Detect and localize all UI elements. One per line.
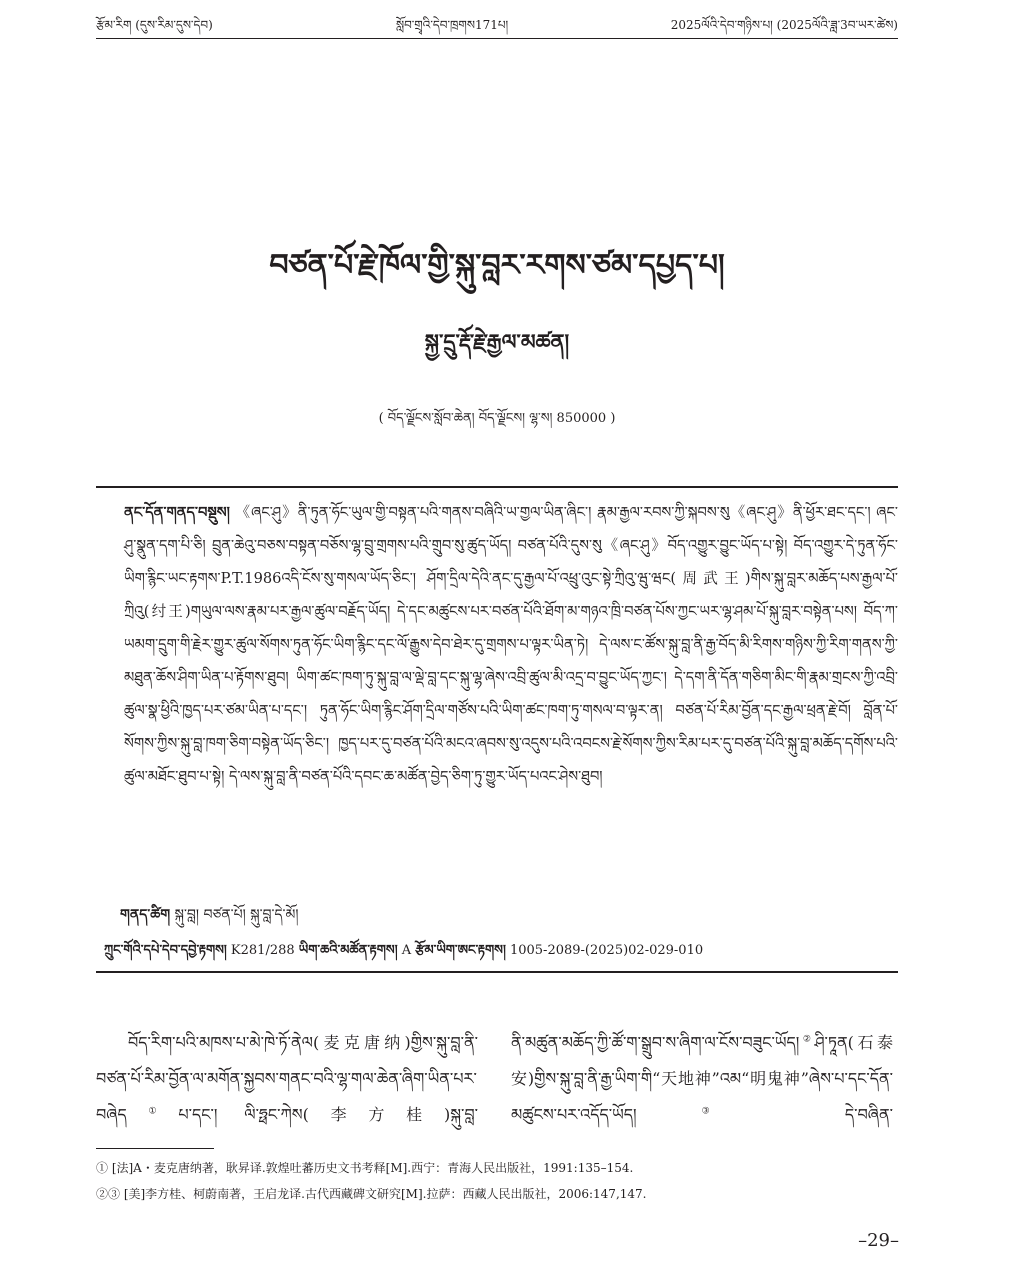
abstract-content: 《ཞང་ཤུ》ནི་ཏུན་ཧོང་ཡུལ་གྱི་བསྟན་པའི་གནས་བཞིའི་ཡ་གྱལ་ཡིན་ཞིང་། རྣམ་རྒྱལ་རབས་ཀྱི་སྐབས་སུ《ཞང་ཤུ》ནི་ཕྱོར་ཐང་དང་། ཞང་ཤུ་སྣུན་དག་པི་ཅི། བྲུན་ཆེའུ་བཅས་བསྟན་བཅོས་ལྷ་བྲུ་གྲགས་པའི་གྲུབ་སུ་ཚུད་ཡོད། བཙན་པོའི་དུས་སུ《ཞང་ཤུ》བོད་འགྱུར་བྱུང་ཡོད་པ་སྟེ། བོད་འགྱུར་དེ་ཏུན་ཧོང་ཡིག་རྙིང་ཡང་རྟགས་P.T.1986འདི་ངོས་སུ་གསལ་ཡོད་ཅིང་། ཤོག་དྲིལ་དེའི་ནང་དུ་རྒྱལ་པོ་འཕྲུ་འུང་སྟེ་ཀྲིའུ་ཝུ་ཝང(周武王)གིས་སྐུ་བླར་མཆོད་པས་རྒྱལ་པོ་ཀྲིའུ(纣王)གཡུལ་ལས་རྣམ་པར་རྒྱལ་ཚུལ་བརྗོད་ཡོད། དེ་དང་མཚུངས་པར་བཙན་པོའི་ཐོག་མ་གཉའ་ཁྲི་བཙན་པོས་ཀྱང་ཡར་ལྷ་ཤམ་པོ་སྐུ་བླར་བསྟེན་པས། བོད་ཀ་ཡམག་དྲུག་གི་རྗེར་གྱུར་ཚུལ་སོགས་ཏུན་ཧོང་ཡིག་རྙིང་དང་ལོ་རྒྱུས་དེབ་ཐེར་དུ་གྲགས་པ་ལྟར་ཡིན་ཏེ། དེ་ལས་ང་ཚོས་སྐུ་བླ་ནི་རྒྱ་བོད་མི་རིགས་གཉིས་ཀྱི་རིག་གནས་ཀྱི་མཐུན་ཆོས་ཤིག་ཡིན་པ་རྟོགས་ཐུབ། ཡིག་ཚང་ཁག་ཏུ་སྐུ་བླ་ལ་ལྡེ་བླ་དང་སྐུ་ལྷ་ཞེས་འབྲི་ཚུལ་མི་འདྲ་བ་བྱུང་ཡོད་ཀྱང་། དེ་དག་ནི་དོན་གཅིག་མིང་གི་རྣམ་གྲངས་ཀྱི་འབྲི་ཚུལ་སྣ་ཕྱིའི་ཁྱད་པར་ཙམ་ཡིན་པ་དང་། ཏུན་ཧོང་ཡིག་རྙིང་ཤོག་དྲིལ་གཙོས་པའི་ཡིག་ཚང་ཁག་ཏུ་གསལ་བ་ལྟར་ན། བཙན་པོ་རིམ་བྱོན་དང་རྒྱལ་ཕྲན་རྗེ་བོ། བློན་པོ་སོགས་ཀྱིས་སྐུ་བླ་ཁག་ཅིག་བསྟེན་ཡོད་ཅིང་། ཁྱད་པར་དུ་བཙན་པོའི་མངའ་ཞབས་སུ་འདུས་པའི་འབངས་རྗེ་སོགས་ཀྱིས་རིམ་པར་དུ་བཙན་པོའི་སྐུ་བླ་མཆོད་དགོས་པའི་ཚུལ་མཐོང་ཐུབ་པ་སྟེ། དེ་ལས་སྐུ་བླ་ནི་བཙན་པོའི་དབང་ཆ་མཚོན་བྱེད་ཅིག་ཏུ་གྱུར་ཡོད་པའང་ཤེས་ཐུབ། <box>124 504 898 785</box>
running-header <box>96 12 898 39</box>
keywords-label: གནད་ཚིག <box>120 907 171 923</box>
footnote-ref-1: ① <box>126 1106 179 1117</box>
article-id-label: རྩོམ་ཡིག་ཨང་རྟགས། <box>415 943 506 958</box>
doc-code: A <box>397 943 416 958</box>
article-title: བཙན་པོ་རྗེ་ཁོལ་གྱི་སྐུ་བླར་རགས་ཙམ་དཔྱད་པ། <box>269 248 725 283</box>
footnote-2: ②③ [美]李方桂、柯蔚南著，王启龙译.古代西藏碑文研究[M].拉萨：西藏人民出版社，2006:147,147. <box>96 1187 647 1201</box>
right-column-mid: ཤི་ཏཱན(石泰安)གྱིས་སྐུ་བླ་ནི་རྒྱ་ཡིག་གི“天地神”འམ“明鬼神”ཞེས་པ་དང་དོན་མཚུངས་པར་འདོད་ཡོད། <box>511 1033 893 1124</box>
keywords-content: སྐུ་བླ། བཙན་པོ། སྐུ་བླ་དེ་མོ། <box>170 907 299 923</box>
footnote-divider <box>96 1148 214 1149</box>
right-column-tail: དེ་བཞིན་ <box>774 1105 894 1124</box>
right-column-text: ནི་མཚུན་མཆོད་ཀྱི་ཚོ་ག་སྒྲུབ་ས་ཞིག་ལ་ངོས་བཟུང་ཡོད། <box>511 1033 800 1052</box>
clc-label: ཀྲུང་གོའི་དཔེ་དེབ་དབྱེ་རྟགས། <box>104 943 227 958</box>
footnote-1: ① [法]A・麦克唐纳著，耿昇译.敦煌吐蕃历史文书考释[M].西宁：青海人民出版社，1991:135–154. <box>96 1161 634 1175</box>
abstract-label: ནང་དོན་གནད་བསྡུས། <box>124 504 230 521</box>
doc-code-label: ཡིག་ཆའི་མཚོན་རྟགས། <box>298 943 398 958</box>
footnote-ref-3: ③ <box>636 1106 775 1117</box>
issue-number: སློབ་གྲྭའི་དེབ་ཁྲགས171པ། <box>396 18 509 32</box>
classification-line <box>104 936 894 966</box>
issue-date: 2025ལོའི་དེབ་གཉིས་པ། (2025ལོའི་ཟླ་3བ་ཡར་ཚེས) <box>670 18 898 32</box>
keywords <box>120 900 890 930</box>
abstract-section <box>96 486 898 973</box>
page-number: –29– <box>858 1230 899 1251</box>
author-affiliation: ( བོད་ལྗོངས་སློབ་ཆེན། བོད་ལྗོངས། ལྷ་ས། 850000 ) <box>378 411 616 426</box>
article-id: 1005-2089-(2025)02-029-010 <box>505 943 704 958</box>
left-column-text: བོད་རིག་པའི་མཁས་པ་མེ་ཁེ་ཏོ་ནེལ(麦克唐纳)གྱིས་སྐུ་བླ་ནི་བཙན་པོ་རིམ་བྱོན་ལ་མགོན་སྐྱབས་གནང་བའི་ལྷ་གལ་ཆེན་ཞིག་ཡིན་པར་བཞེད <box>96 1033 478 1124</box>
journal-name: རྩོམ་རིག (དུས་རིམ་དུས་དེབ) <box>96 18 213 32</box>
body-right-column <box>511 1025 893 1169</box>
footnote-ref-2: ② <box>799 1034 815 1045</box>
left-column-tail: པ་དང་། ལི་ཧྥང་ཀེས(李方桂)སྐུ་བླ་ <box>178 1105 478 1124</box>
clc-code: K281/288 <box>226 943 299 958</box>
abstract-text <box>124 496 898 793</box>
article-author: སྐྱ་དྲུ་རྡོ་རྗེ་རྒྱལ་མཚན། <box>424 330 570 354</box>
